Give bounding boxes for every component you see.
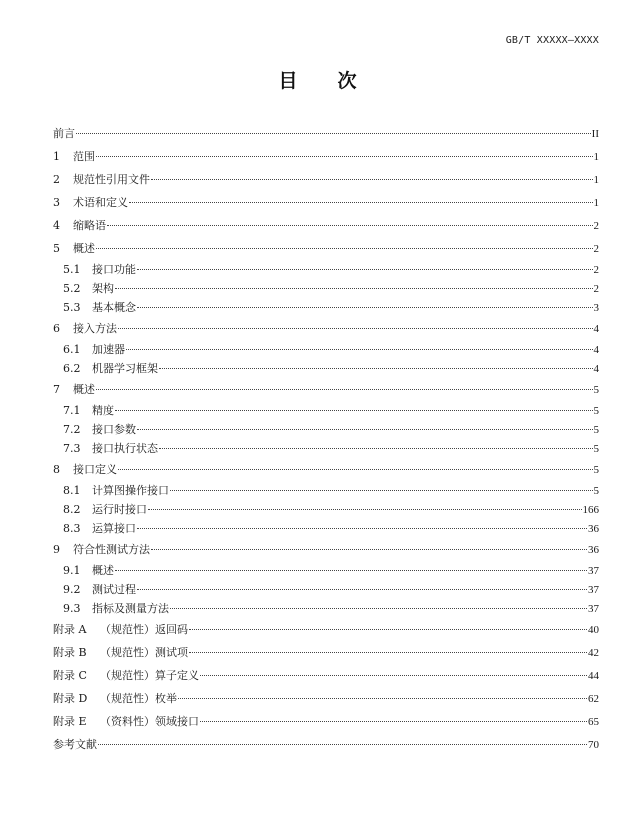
toc-entry-chapter-7[interactable]: [53, 378, 599, 401]
toc-entry-title: 计算图操作接口: [92, 484, 169, 497]
toc-entry-page: 1: [593, 174, 599, 186]
toc-entry-chapter-3[interactable]: [53, 191, 599, 214]
toc-entry-page: 1: [593, 197, 599, 209]
toc-entry-page: 2: [593, 264, 599, 276]
toc-entry-section-7-2[interactable]: [53, 420, 599, 439]
toc-entry-appendix-b[interactable]: [53, 641, 599, 664]
toc-entry-section-9-2[interactable]: [53, 580, 599, 599]
toc-entry-number: 6.1: [63, 343, 81, 356]
toc-entry-number: 2: [53, 173, 60, 186]
toc-entry-page: 44: [588, 670, 599, 682]
dot-leader: [200, 721, 587, 722]
toc-entry-section-9-3[interactable]: [53, 599, 599, 618]
toc-entry-number: 7: [53, 383, 60, 396]
toc-entry-chapter-1[interactable]: [53, 145, 599, 168]
dot-leader: [159, 368, 593, 369]
toc-entry-number: 5.3: [63, 301, 81, 314]
dot-leader: [98, 744, 587, 745]
dot-leader: [118, 469, 593, 470]
dot-leader: [137, 429, 593, 430]
toc-entry-title: 接口参数: [92, 423, 136, 436]
toc-entry-section-6-1[interactable]: [53, 340, 599, 359]
toc-entry-title: 符合性测试方法: [73, 543, 150, 556]
dot-leader: [115, 410, 593, 411]
toc-entry-number: 4: [53, 219, 60, 232]
dot-leader: [137, 307, 593, 308]
toc-entry-appendix-c[interactable]: [53, 664, 599, 687]
page-title-part2: 次: [337, 70, 357, 92]
toc-entry-section-5-1[interactable]: [53, 260, 599, 279]
toc-entry-page: 1: [593, 151, 599, 163]
dot-leader: [189, 652, 587, 653]
toc-entry-title: 接入方法: [73, 322, 117, 335]
toc-entry-page: 37: [588, 584, 599, 596]
toc-entry-number: 1: [53, 150, 60, 163]
toc-entry-title: 加速器: [92, 343, 125, 356]
toc-entry-page: II: [591, 128, 599, 140]
toc-entry-page: 62: [588, 693, 599, 705]
dot-leader: [118, 328, 593, 329]
dot-leader: [96, 248, 593, 249]
toc-entry-appendix-d[interactable]: [53, 687, 599, 710]
toc-entry-title: 规范性引用文件: [73, 173, 150, 186]
toc-entry-section-6-2[interactable]: [53, 359, 599, 378]
toc-entry-section-5-3[interactable]: [53, 298, 599, 317]
dot-leader: [96, 389, 593, 390]
toc-entry-number: 9.2: [63, 583, 81, 596]
toc-entry-page: 4: [593, 344, 599, 356]
toc-entry-page: 42: [588, 647, 599, 659]
dot-leader: [126, 349, 593, 350]
dot-leader: [115, 288, 593, 289]
toc-entry-title: 接口定义: [73, 463, 117, 476]
toc-entry-title: 接口执行状态: [92, 442, 158, 455]
toc-entry-page: 166: [582, 504, 599, 516]
toc-entry-chapter-4[interactable]: [53, 214, 599, 237]
toc-entry-page: 5: [593, 464, 599, 476]
toc-entry-title: 机器学习框架: [92, 362, 158, 375]
toc-entry-page: 36: [588, 544, 599, 556]
dot-leader: [96, 156, 593, 157]
dot-leader: [178, 698, 587, 699]
toc-entry-number: 附录 C: [53, 669, 87, 682]
toc-entry-title: 基本概念: [92, 301, 136, 314]
toc-entry-section-7-3[interactable]: [53, 439, 599, 458]
toc-entry-title: 运行时接口: [92, 503, 147, 516]
toc-entry-page: 40: [588, 624, 599, 636]
toc-entry-section-5-2[interactable]: [53, 279, 599, 298]
toc-entry-chapter-5[interactable]: [53, 237, 599, 260]
page-title: [0, 66, 635, 93]
toc-entry-number: 附录 B: [53, 646, 87, 659]
dot-leader: [148, 509, 582, 510]
dot-leader: [137, 528, 587, 529]
toc-entry-section-8-1[interactable]: [53, 481, 599, 500]
toc-entry-title: 参考文献: [53, 738, 97, 751]
toc-entry-title: 范围: [73, 150, 95, 163]
toc-entry-number: 附录 E: [53, 715, 87, 728]
toc-entry-number: 5.2: [63, 282, 81, 295]
toc-entry-appendix-e[interactable]: [53, 710, 599, 733]
toc-entry-number: 9.1: [63, 564, 81, 577]
dot-leader: [129, 202, 593, 203]
toc-entry-page: 2: [593, 283, 599, 295]
toc-entry-title: 概述: [92, 564, 114, 577]
table-of-contents: [53, 122, 599, 756]
toc-entry-number: 5: [53, 242, 60, 255]
toc-entry-page: 4: [593, 323, 599, 335]
toc-entry-title: 精度: [92, 404, 114, 417]
toc-entry-references[interactable]: [53, 733, 599, 756]
dot-leader: [115, 570, 587, 571]
toc-entry-number: 8.3: [63, 522, 81, 535]
toc-entry-preface[interactable]: [53, 122, 599, 145]
toc-entry-page: 5: [593, 443, 599, 455]
toc-entry-chapter-2[interactable]: [53, 168, 599, 191]
toc-entry-title: 测试过程: [92, 583, 136, 596]
toc-entry-page: 4: [593, 363, 599, 375]
dot-leader: [151, 179, 593, 180]
dot-leader: [107, 225, 593, 226]
toc-entry-page: 36: [588, 523, 599, 535]
toc-entry-title: 运算接口: [92, 522, 136, 535]
standard-code: GB/T XXXXX—XXXX: [505, 35, 599, 46]
toc-entry-number: 附录 A: [53, 623, 87, 636]
toc-entry-title: 指标及测量方法: [92, 602, 169, 615]
dot-leader: [137, 589, 587, 590]
toc-entry-section-7-1[interactable]: [53, 401, 599, 420]
dot-leader: [159, 448, 593, 449]
dot-leader: [189, 629, 587, 630]
toc-entry-number: 3: [53, 196, 60, 209]
toc-entry-title: 术语和定义: [73, 196, 128, 209]
dot-leader: [76, 133, 591, 134]
toc-entry-number: 5.1: [63, 263, 81, 276]
toc-entry-number: 8.1: [63, 484, 81, 497]
dot-leader: [170, 490, 593, 491]
toc-entry-page: 65: [588, 716, 599, 728]
toc-entry-title: （规范性）枚举: [100, 692, 177, 705]
toc-entry-appendix-a[interactable]: [53, 618, 599, 641]
toc-entry-page: 37: [588, 603, 599, 615]
toc-entry-title: 架构: [92, 282, 114, 295]
toc-entry-page: 5: [593, 424, 599, 436]
dot-leader: [151, 549, 587, 550]
toc-entry-title: （规范性）测试项: [100, 646, 188, 659]
toc-entry-page: 2: [593, 220, 599, 232]
toc-entry-title: 前言: [53, 127, 75, 140]
toc-entry-chapter-6[interactable]: [53, 317, 599, 340]
toc-entry-page: 37: [588, 565, 599, 577]
toc-entry-number: 7.3: [63, 442, 81, 455]
toc-entry-title: 概述: [73, 383, 95, 396]
toc-entry-page: 70: [588, 739, 599, 751]
dot-leader: [200, 675, 587, 676]
toc-entry-number: 7.2: [63, 423, 81, 436]
page-title-part1: 目: [278, 70, 298, 92]
toc-entry-title: （规范性）算子定义: [100, 669, 199, 682]
toc-entry-title: （规范性）返回码: [100, 623, 188, 636]
toc-entry-title: 概述: [73, 242, 95, 255]
toc-entry-page: 3: [593, 302, 599, 314]
toc-entry-page: 5: [593, 384, 599, 396]
toc-entry-title: 接口功能: [92, 263, 136, 276]
toc-entry-section-9-1[interactable]: [53, 561, 599, 580]
toc-entry-chapter-8[interactable]: [53, 458, 599, 481]
toc-entry-page: 5: [593, 485, 599, 497]
toc-entry-number: 9: [53, 543, 60, 556]
toc-entry-number: 8.2: [63, 503, 81, 516]
toc-entry-number: 附录 D: [53, 692, 88, 705]
toc-entry-title: 缩略语: [73, 219, 106, 232]
toc-entry-page: 5: [593, 405, 599, 417]
toc-entry-section-8-2[interactable]: [53, 500, 599, 519]
toc-entry-section-8-3[interactable]: [53, 519, 599, 538]
toc-entry-number: 7.1: [63, 404, 81, 417]
dot-leader: [137, 269, 593, 270]
toc-entry-number: 8: [53, 463, 60, 476]
toc-entry-title: （资料性）领域接口: [100, 715, 199, 728]
toc-entry-page: 2: [593, 243, 599, 255]
dot-leader: [170, 608, 587, 609]
toc-entry-number: 6: [53, 322, 60, 335]
toc-entry-number: 9.3: [63, 602, 81, 615]
toc-entry-chapter-9[interactable]: [53, 538, 599, 561]
toc-entry-number: 6.2: [63, 362, 81, 375]
